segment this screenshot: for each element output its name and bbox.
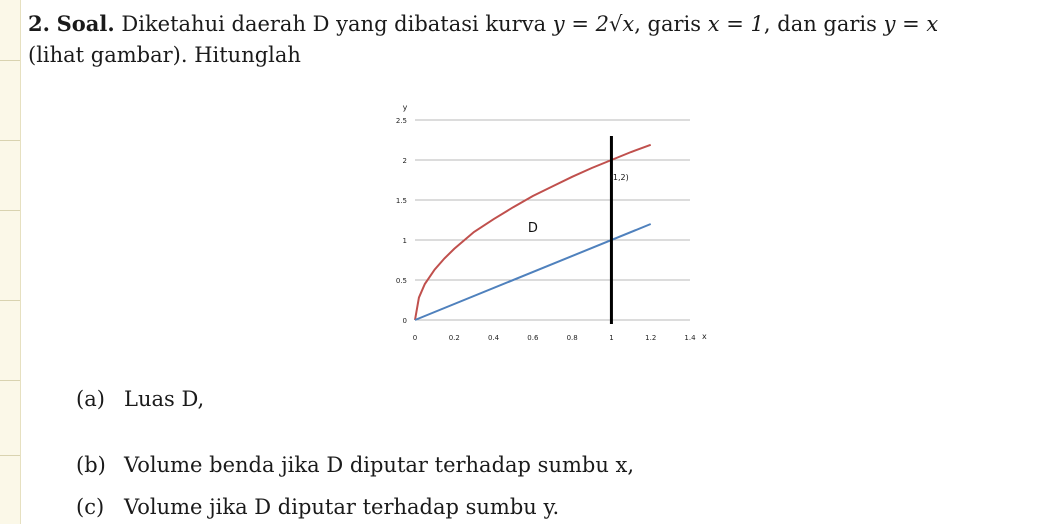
- problem-number: 2.: [28, 11, 50, 36]
- part-a-label: (a): [76, 387, 105, 411]
- margin-rule: [0, 210, 20, 211]
- y-tick-label: 0: [402, 317, 407, 325]
- part-a-text: Luas D,: [124, 387, 205, 411]
- x-tick-label: 0.2: [448, 334, 460, 342]
- part-c-label: (c): [76, 495, 105, 519]
- line2-equation: y = x: [883, 12, 939, 36]
- x-tick-label: 0.6: [527, 334, 539, 342]
- region-label: D: [527, 221, 538, 236]
- margin-rule: [0, 60, 20, 61]
- problem-statement: [28, 8, 1033, 71]
- line1-equation: x = 1: [707, 12, 764, 36]
- problem-text-garis-2: , dan garis: [763, 12, 877, 36]
- x-tick-label: 1.2: [645, 334, 657, 342]
- part-c: [76, 494, 559, 520]
- y-tick-label: 1.5: [395, 197, 407, 205]
- y-tick-label: 2: [402, 157, 407, 165]
- part-c-text: Volume jika D diputar terhadap sumbu y.: [124, 495, 560, 519]
- series-line-2: [415, 224, 651, 320]
- part-b-label: (b): [76, 453, 106, 477]
- margin-rule: [0, 455, 20, 456]
- region-plot: [360, 100, 720, 350]
- problem-label: Soal.: [56, 11, 115, 36]
- margin-rule: [0, 300, 20, 301]
- x-tick-label: 0.4: [488, 334, 500, 342]
- margin-rule: [0, 380, 20, 381]
- curve-equation: y = 2√x: [552, 12, 635, 36]
- x-axis-label: x: [702, 332, 707, 341]
- x-tick-label: 0.8: [566, 334, 578, 342]
- problem-text-intro: Diketahui daerah D yang dibatasi kurva: [121, 12, 547, 36]
- y-axis-label: y: [402, 103, 408, 112]
- x-tick-label: 1: [609, 334, 614, 342]
- problem-text-end: (lihat gambar). Hitunglah: [28, 43, 301, 67]
- y-tick-label: 2.5: [395, 117, 407, 125]
- part-a: [76, 386, 204, 412]
- y-tick-label: 1: [402, 237, 407, 245]
- problem-text-garis-1: , garis: [634, 12, 702, 36]
- margin-rule: [0, 140, 20, 141]
- part-b-text: Volume benda jika D diputar terhadap sumbu x,: [124, 453, 635, 477]
- part-b: [76, 452, 634, 478]
- x-tick-label: 0: [412, 334, 418, 342]
- y-tick-label: 0.5: [395, 277, 407, 285]
- point-label: (1,2): [609, 173, 629, 182]
- x-tick-label: 1.4: [684, 334, 696, 342]
- notebook-margin: [0, 0, 21, 524]
